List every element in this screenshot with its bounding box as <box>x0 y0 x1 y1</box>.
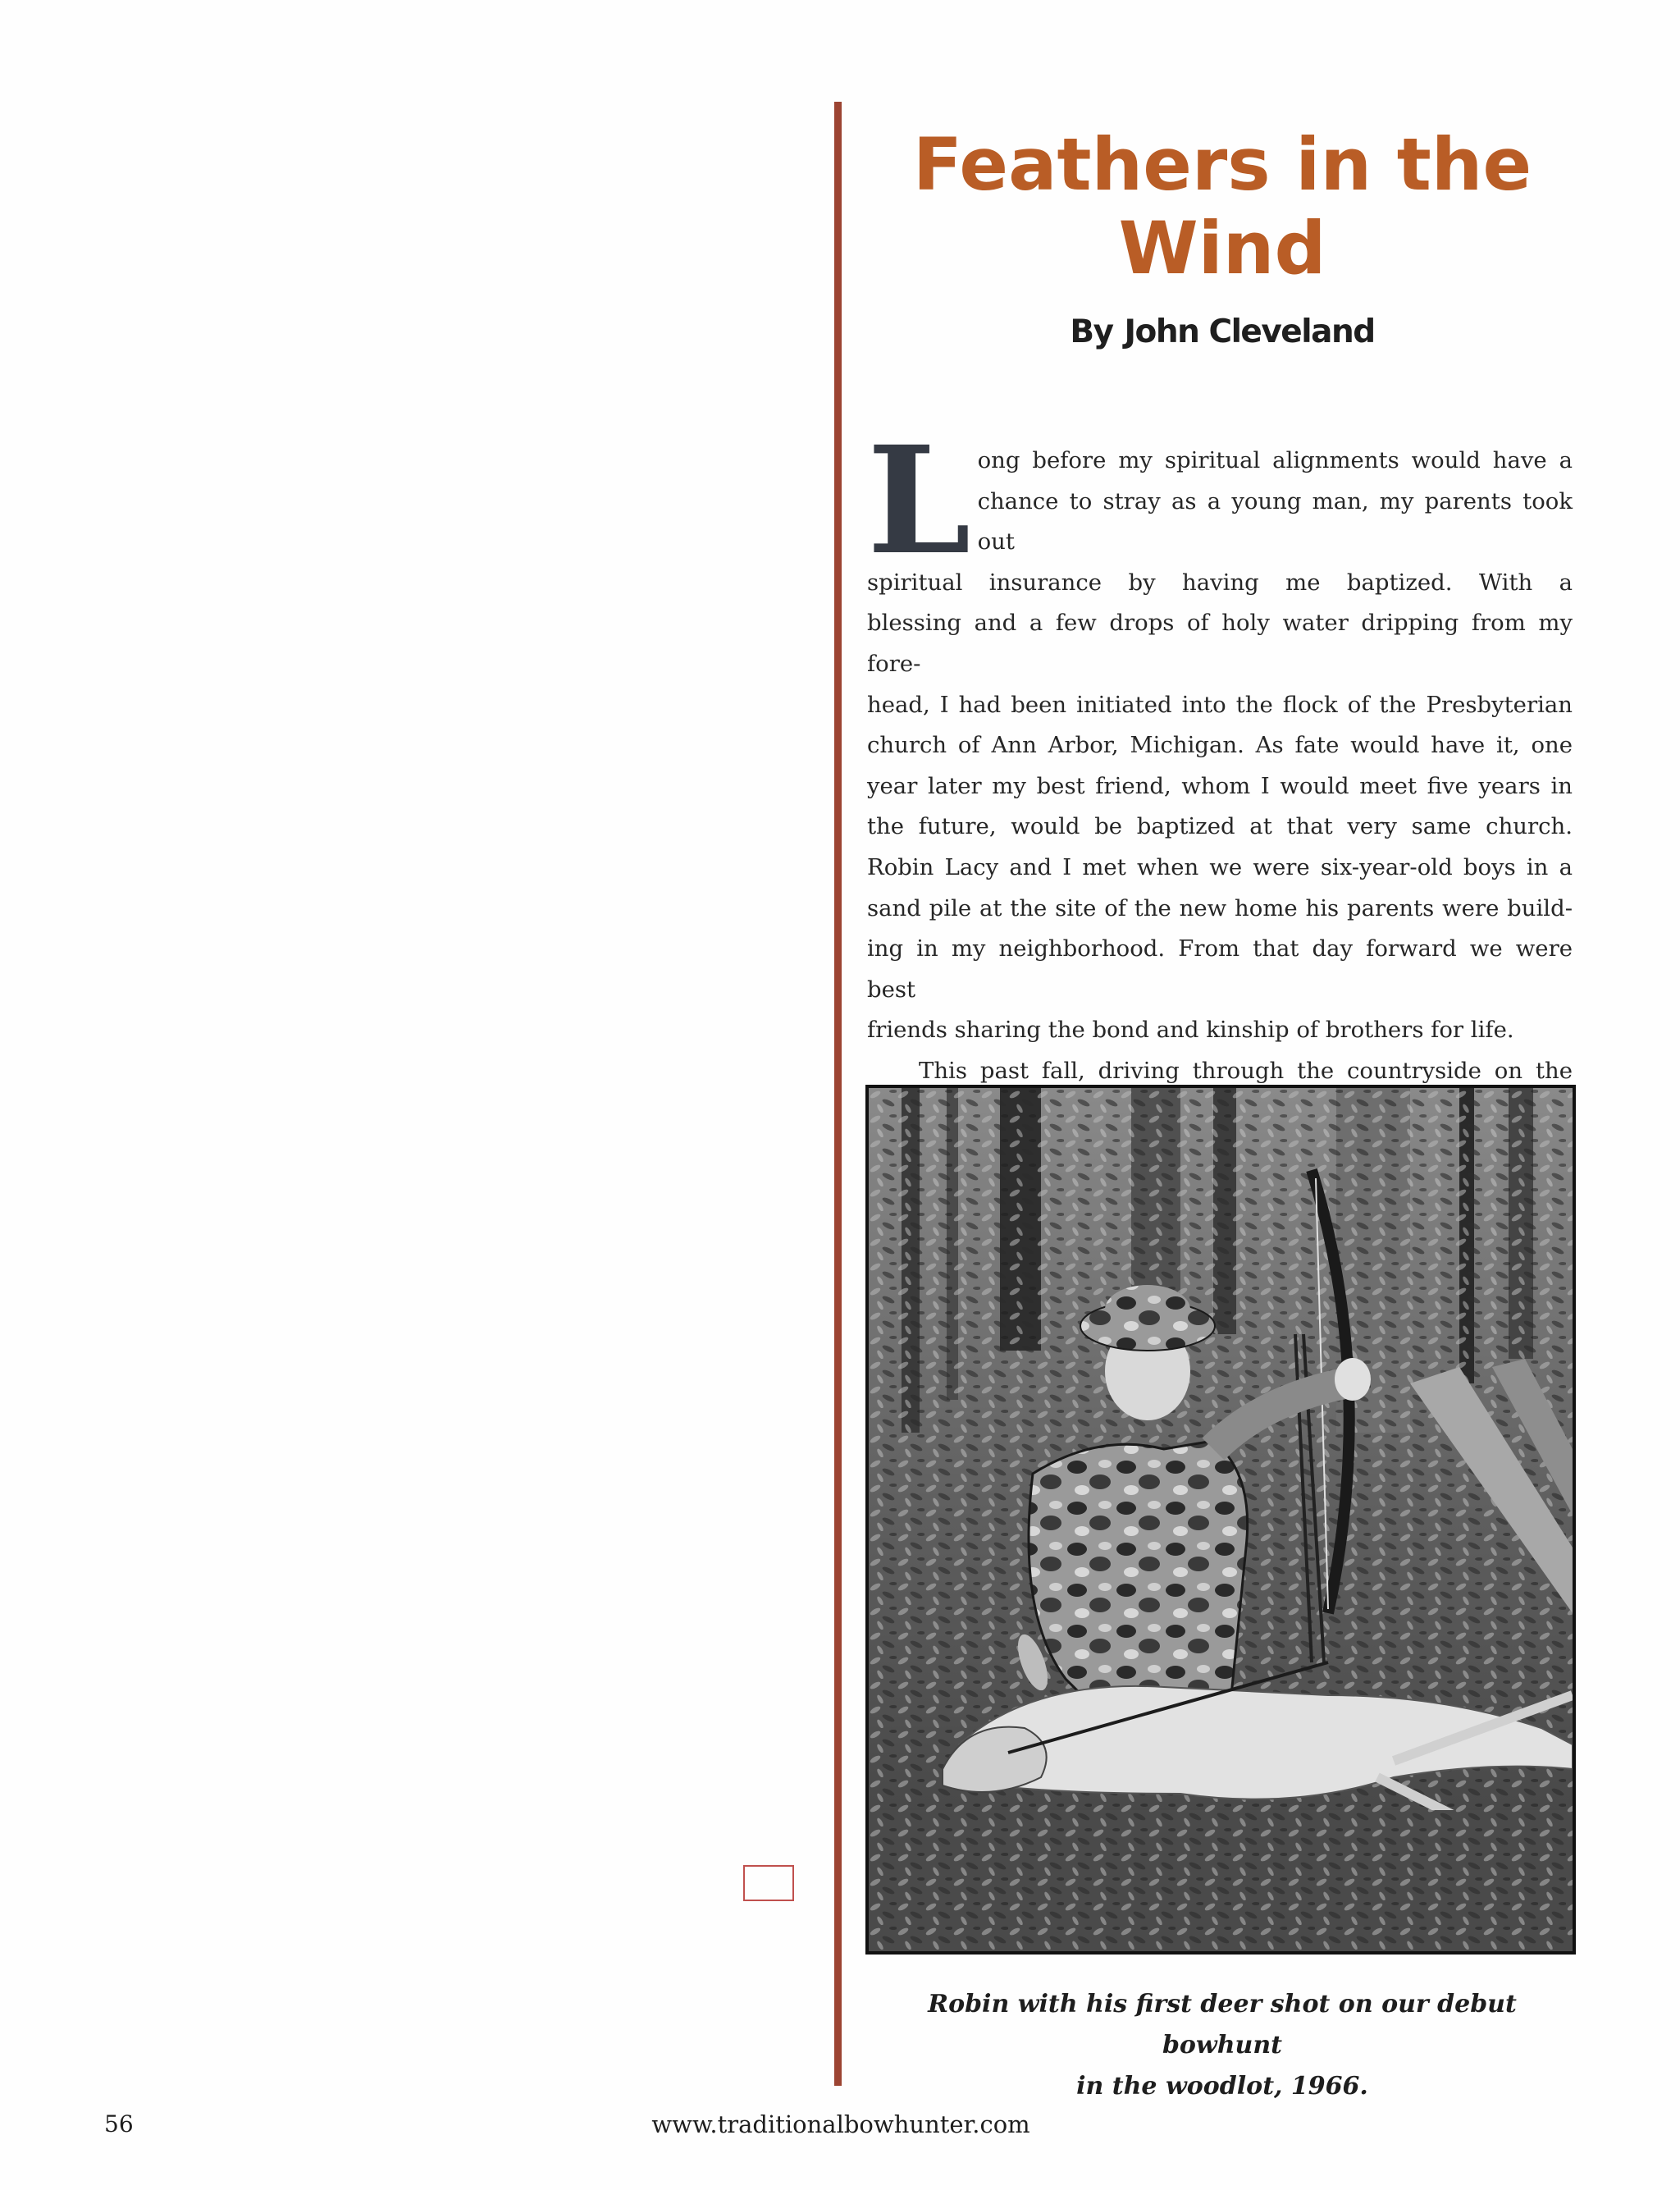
body-line: head, I had been initiated into the flock of the Presbyterian <box>867 691 1573 718</box>
body-line: sand pile at the site of the new home his parents were build- <box>867 894 1573 921</box>
body-line: Robin Lacy and I met when we were six-year-old boys in a <box>867 853 1573 880</box>
body-line: blessing and a few drops of holy water dripping from my fore- <box>867 610 1573 677</box>
photo-caption-line-1: Robin with his first deer shot on our debut bowhunt <box>928 1990 1517 2060</box>
author-name: John Cleveland <box>1124 313 1375 350</box>
byline-prefix: By <box>1070 313 1113 350</box>
photo-caption-line-2: in the woodlot, 1966. <box>1076 2072 1368 2101</box>
body-line: friends sharing the bond and kinship of brothers for life. <box>867 1017 1514 1044</box>
page-number: 56 <box>104 2110 134 2137</box>
body-line: This past fall, driving through the countryside on the <box>919 1057 1573 1084</box>
body-line: spiritual insurance by having me baptized. With a <box>867 569 1573 596</box>
photo-illustration <box>869 1088 1573 1951</box>
article-body <box>867 414 1573 1173</box>
photo-boy-with-deer <box>865 1085 1576 1955</box>
body-line: year later my best friend, whom I would meet five years in <box>867 772 1573 799</box>
byline <box>870 313 1575 350</box>
photo-caption <box>870 1984 1575 2107</box>
article-title-line-1: Feathers in the <box>912 122 1532 207</box>
body-line: chance to stray as a young man, my parents took out <box>977 487 1573 556</box>
footer-url[interactable]: www.traditionalbowhunter.com <box>651 2110 1030 2138</box>
article-title <box>870 123 1575 290</box>
article-title-line-2: Wind <box>1118 206 1326 290</box>
empty-placeholder-box <box>743 1865 794 1901</box>
vertical-accent-rule <box>834 102 842 2086</box>
body-line: church of Ann Arbor, Michigan. As fate would have it, one <box>867 732 1573 759</box>
drop-cap: L <box>867 414 971 588</box>
body-line: ong before my spiritual alignments would have a <box>977 447 1573 473</box>
body-line: the future, would be baptized at that very same church. <box>867 813 1573 840</box>
body-line: ing in my neighborhood. From that day forward we were best <box>867 935 1573 1003</box>
